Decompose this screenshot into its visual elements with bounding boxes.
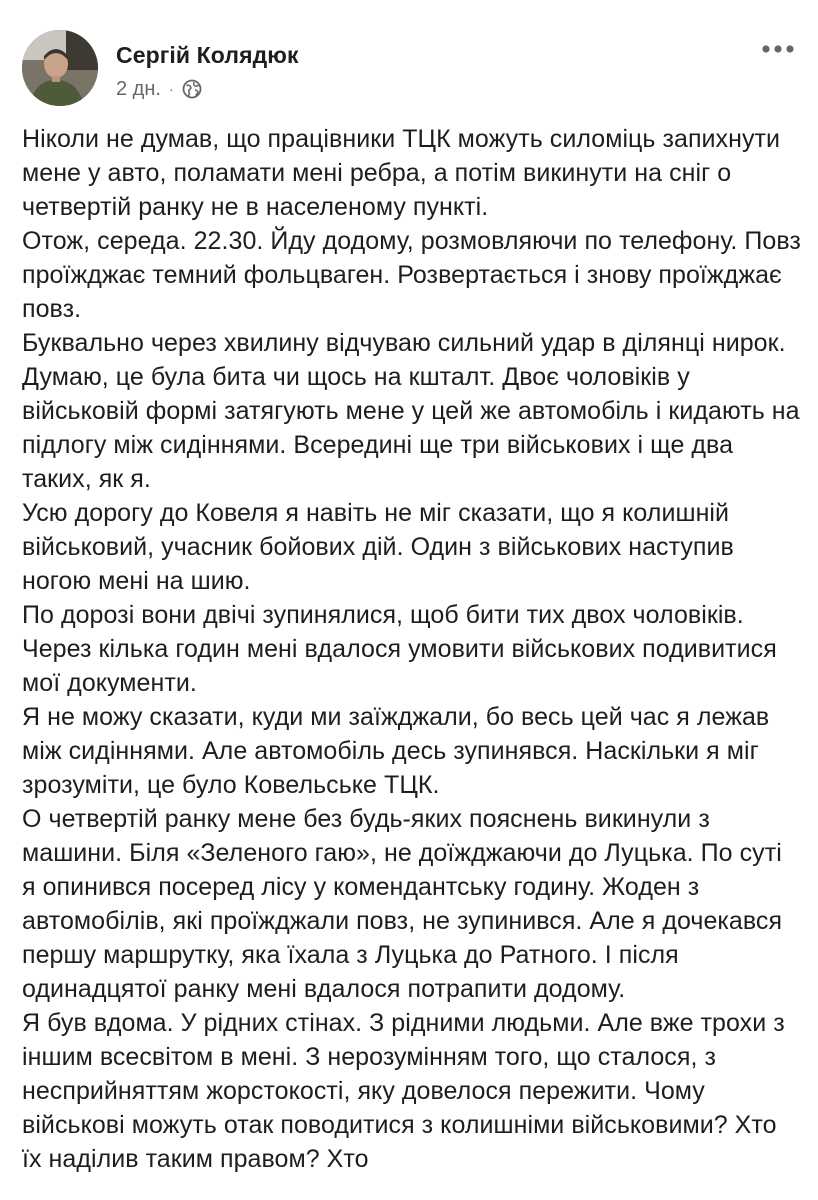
author-name[interactable]: Сергій Колядюк — [116, 42, 299, 68]
avatar[interactable] — [22, 30, 98, 106]
more-horizontal-icon — [761, 44, 795, 54]
post-paragraph: Я не можу сказати, куди ми заїжджали, бо весь цей час я лежав між сидіннями. Але автомобіль десь зупинявся. Наскільки я міг зрозуміти, це було Ковельське ТЦК. — [22, 703, 770, 799]
post-text — [22, 122, 802, 1176]
post-paragraph: Буквально через хвилину відчуваю сильний удар в ділянці нирок. Думаю, це була бита чи щось на кшталт. Двоє чоловіків у військовій формі затягують мене у цей же автомобіль і кидають на підлогу між сидіннями. Всередині ще три військових і ще два таких, як я. — [22, 329, 800, 493]
post-paragraph: Я був вдома. У рідних стінах. З рідними людьми. Але вже трохи з іншим всесвітом в мені. З нерозумінням того, що сталося, з несприйняттям жорстокості, яку довелося пережити. Чому військові можуть отак поводитися з колишніми військовими? Хто їх наділив таким правом? Хто — [22, 1009, 785, 1173]
post-meta — [116, 76, 202, 102]
more-options-button[interactable] — [758, 34, 798, 64]
globe-icon[interactable] — [182, 79, 202, 99]
post-paragraph: Отож, середа. 22.30. Йду додому, розмовляючи по телефону. Повз проїжджає темний фольцваген. Розвертається і знову проїжджає повз. — [22, 227, 801, 323]
meta-separator: · — [168, 81, 174, 97]
post-paragraph: Ніколи не думав, що працівники ТЦК можуть силоміць запихнути мене у авто, поламати мені ребра, а потім викинути на сніг о четвертій ранку не в населеному пункті. — [22, 125, 781, 221]
post-header — [22, 30, 798, 110]
post-paragraph: По дорозі вони двічі зупинялися, щоб бити тих двох чоловіків. — [22, 601, 744, 629]
post-timestamp[interactable]: 2 дн. — [116, 77, 161, 100]
avatar-photo — [22, 30, 98, 106]
post-paragraph: Усю дорогу до Ковеля я навіть не міг сказати, що я колишній військовий, учасник бойових дій. Один з військових наступив ногою мені на шию. — [22, 499, 734, 595]
post-paragraph: О четвертій ранку мене без будь-яких пояснень викинули з машини. Біля «Зеленого гаю», не доїжджаючи до Луцька. По суті я опинився посеред лісу у комендантську годину. Жоден з автомобілів, які проїжджали повз, не зупинився. Але я дочекався першу маршрутку, яка їхала з Луцька до Ратного. І після одинадцятої ранку мені вдалося потрапити додому. — [22, 805, 783, 1003]
post-paragraph: Через кілька годин мені вдалося умовити військових подивитися мої документи. — [22, 635, 777, 697]
